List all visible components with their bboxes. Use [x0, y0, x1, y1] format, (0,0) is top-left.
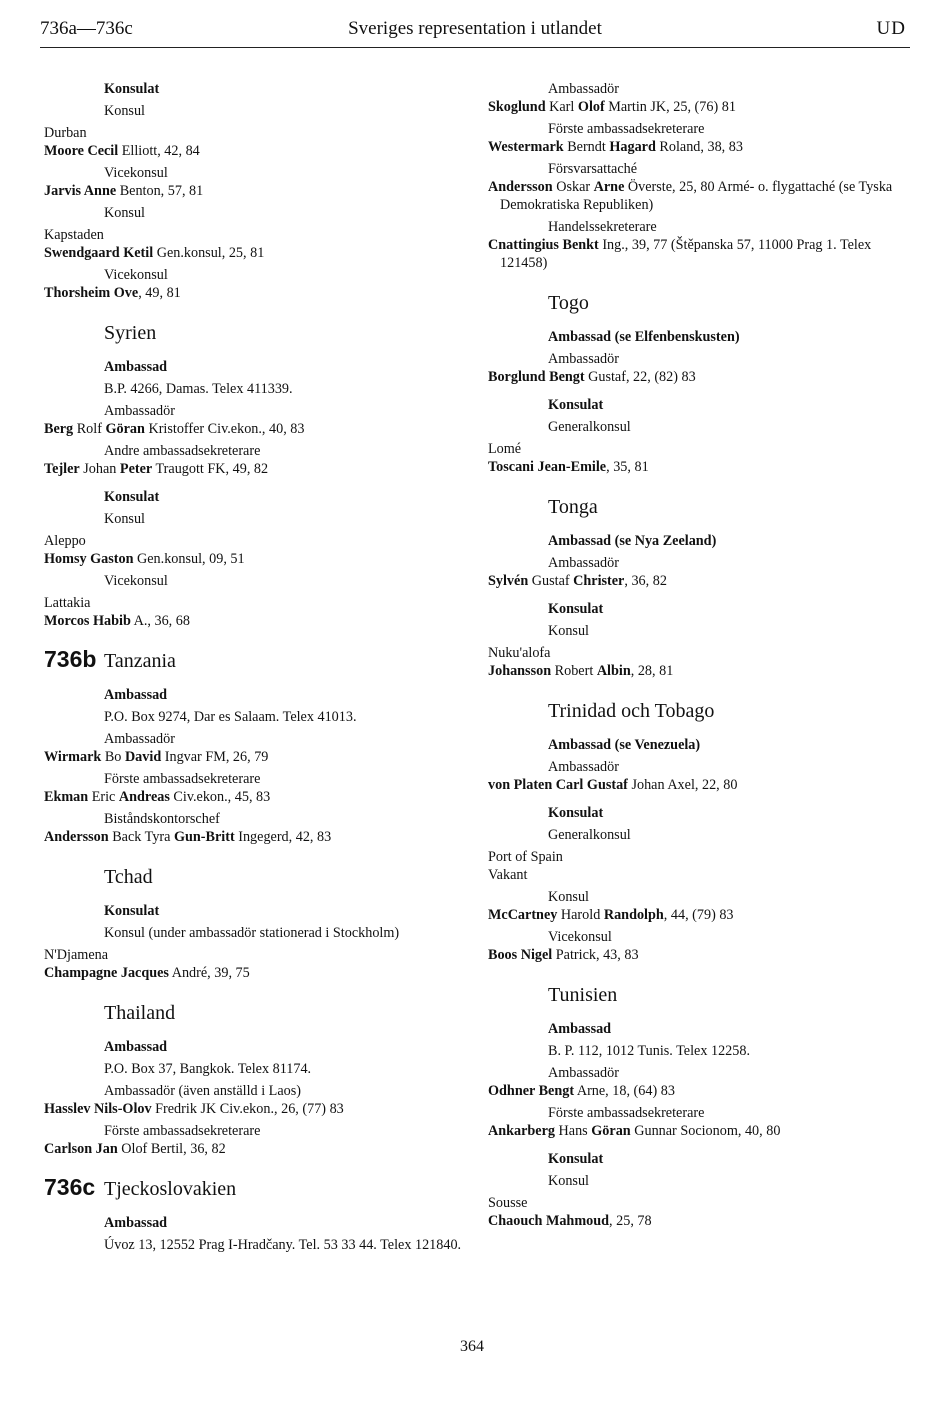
role-label: Vicekonsul — [548, 929, 612, 945]
role-label: Ambassadör — [104, 403, 175, 419]
city: Port of Spain — [488, 849, 563, 865]
role-label: Förste ambassadsekreterare — [104, 771, 261, 787]
person-entry: Odhner Bengt Arne, 18, (64) 83 — [488, 1083, 675, 1099]
section-heading: Ambassad (se Elfenbenskusten) — [548, 329, 740, 345]
country-heading: 736c Tjeckoslovakien — [44, 1174, 237, 1200]
role-label: Förste ambassadsekreterare — [548, 121, 705, 137]
section-code: 736c — [44, 1174, 96, 1200]
address: B.P. 4266, Damas. Telex 411339. — [104, 381, 293, 397]
person-entry: von Platen Carl Gustaf Johan Axel, 22, 80 — [488, 777, 738, 793]
role-label: Förste ambassadsekreterare — [104, 1123, 261, 1139]
section-code: 736b — [44, 646, 97, 672]
section-heading: Ambassad — [104, 687, 168, 703]
address: P.O. Box 9274, Dar es Salaam. Telex 41013. — [104, 709, 357, 725]
person-entry: Tejler Johan Peter Traugott FK, 49, 82 — [44, 461, 269, 477]
role-label: Handelssekreterare — [548, 219, 657, 235]
page-header — [40, 14, 910, 44]
section-heading: Konsulat — [548, 1151, 604, 1167]
person-entry: Westermark Berndt Hagard Roland, 38, 83 — [488, 139, 743, 155]
city: Sousse — [488, 1195, 528, 1211]
role-label: Konsul — [104, 511, 145, 527]
person-entry: Toscani Jean-Emile, 35, 81 — [488, 459, 649, 475]
person-entry: Champagne Jacques André, 39, 75 — [44, 965, 250, 981]
section-heading: Ambassad — [548, 1021, 612, 1037]
country-heading: Syrien — [104, 322, 157, 344]
person-entry: Skoglund Karl Olof Martin JK, 25, (76) 81 — [488, 99, 736, 115]
role-label: Ambassadör — [104, 731, 175, 747]
person-entry: Homsy Gaston Gen.konsul, 09, 51 — [44, 551, 245, 567]
left-column — [44, 80, 464, 1254]
role-label: Ambassadör — [548, 759, 619, 775]
role-label: Ambassadör — [548, 351, 619, 367]
city: Kapstaden — [44, 227, 104, 243]
section-heading: Ambassad (se Nya Zeeland) — [548, 533, 717, 549]
role-label: Generalkonsul — [548, 419, 631, 435]
header-rule — [40, 47, 910, 48]
section-heading: Ambassad — [104, 1215, 168, 1231]
section-heading: Konsulat — [104, 81, 160, 97]
city: Lattakia — [44, 595, 91, 611]
country-heading: 736b Tanzania — [44, 646, 176, 672]
person-entry: Swendgaard Ketil Gen.konsul, 25, 81 — [44, 245, 265, 261]
person-entry: Berg Rolf Göran Kristoffer Civ.ekon., 40, 83 — [44, 421, 305, 437]
country-heading: Tunisien — [548, 984, 618, 1006]
role-label: Biståndskontorschef — [104, 811, 220, 827]
role-label: Vicekonsul — [104, 165, 168, 181]
right-column — [488, 80, 913, 1230]
role-label: Vicekonsul — [104, 573, 168, 589]
person-entry: Moore Cecil Elliott, 42, 84 — [44, 143, 200, 159]
person-entry: Ankarberg Hans Göran Gunnar Socionom, 40, 80 — [488, 1123, 781, 1139]
section-heading: Konsulat — [104, 903, 160, 919]
section-heading: Konsulat — [548, 805, 604, 821]
country-heading: Tchad — [104, 866, 153, 888]
section-heading: Konsulat — [104, 489, 160, 505]
person-entry: Cnattingius Benkt Ing., 39, 77 (Štěpanska 57, 11000 Prag 1. Telex 121458) — [488, 237, 872, 271]
country-heading: Thailand — [104, 1002, 176, 1024]
person-entry: Boos Nigel Patrick, 43, 83 — [488, 947, 639, 963]
country-heading: Trinidad och Tobago — [548, 700, 715, 722]
role-label: Ambassadör — [548, 1065, 619, 1081]
role-label: Ambassadör — [548, 555, 619, 571]
section-heading: Ambassad — [104, 359, 168, 375]
person-entry: Jarvis Anne Benton, 57, 81 — [44, 183, 204, 199]
role-label: Konsul — [548, 1173, 589, 1189]
role-label: Vicekonsul — [104, 267, 168, 283]
role-label: Förste ambassadsekreterare — [548, 1105, 705, 1121]
role-label: Generalkonsul — [548, 827, 631, 843]
person-entry: Chaouch Mahmoud, 25, 78 — [488, 1213, 652, 1229]
address: B. P. 112, 1012 Tunis. Telex 12258. — [548, 1043, 751, 1059]
role-label: Ambassadör (även anställd i Laos) — [104, 1083, 301, 1099]
role-label: Konsul (under ambassadör stationerad i Stockholm) — [104, 925, 400, 941]
city: Lomé — [488, 441, 522, 457]
person-entry: Ekman Eric Andreas Civ.ekon., 45, 83 — [44, 789, 271, 805]
role-label: Försvarsattaché — [548, 161, 638, 177]
section-heading: Konsulat — [548, 601, 604, 617]
city: Durban — [44, 125, 87, 141]
vacancy: Vakant — [488, 867, 528, 883]
department-code: UD — [876, 18, 906, 39]
role-label: Konsul — [548, 623, 589, 639]
section-heading: Ambassad — [104, 1039, 168, 1055]
address: P.O. Box 37, Bangkok. Telex 81174. — [104, 1061, 312, 1077]
person-entry: Andersson Oskar Arne Överste, 25, 80 Armé- o. flygattaché (se Tyska Demokratiska Republiken) — [488, 179, 893, 213]
role-label: Konsul — [104, 103, 145, 119]
role-label: Konsul — [104, 205, 145, 221]
person-entry: Thorsheim Ove, 49, 81 — [44, 285, 181, 301]
section-range: 736a—736c — [40, 18, 133, 39]
person-entry: Morcos Habib A., 36, 68 — [44, 613, 190, 629]
city: Aleppo — [44, 533, 86, 549]
role-label: Andre ambassadsekreterare — [104, 443, 261, 459]
address: Úvoz 13, 12552 Prag I-Hradčany. Tel. 53 33 44. Telex 121840. — [104, 1237, 462, 1253]
person-entry: Andersson Back Tyra Gun-Britt Ingegerd, 42, 83 — [44, 829, 332, 845]
person-entry: Carlson Jan Olof Bertil, 36, 82 — [44, 1141, 226, 1157]
person-entry: Borglund Bengt Gustaf, 22, (82) 83 — [488, 369, 696, 385]
country-heading: Tonga — [548, 496, 598, 518]
person-entry: Hasslev Nils-Olov Fredrik JK Civ.ekon., 26, (77) 83 — [44, 1101, 344, 1117]
page-number: 364 — [460, 1338, 484, 1355]
role-label: Ambassadör — [548, 81, 619, 97]
section-heading: Ambassad (se Venezuela) — [548, 737, 701, 753]
person-entry: Sylvén Gustaf Christer, 36, 82 — [488, 573, 667, 589]
country-heading: Togo — [548, 292, 589, 314]
role-label: Konsul — [548, 889, 589, 905]
section-heading: Konsulat — [548, 397, 604, 413]
running-title: Sveriges representation i utlandet — [348, 18, 602, 39]
city: N'Djamena — [44, 947, 109, 963]
city: Nuku'alofa — [488, 645, 551, 661]
person-entry: Johansson Robert Albin, 28, 81 — [488, 663, 674, 679]
person-entry: McCartney Harold Randolph, 44, (79) 83 — [488, 907, 734, 923]
person-entry: Wirmark Bo David Ingvar FM, 26, 79 — [44, 749, 269, 765]
